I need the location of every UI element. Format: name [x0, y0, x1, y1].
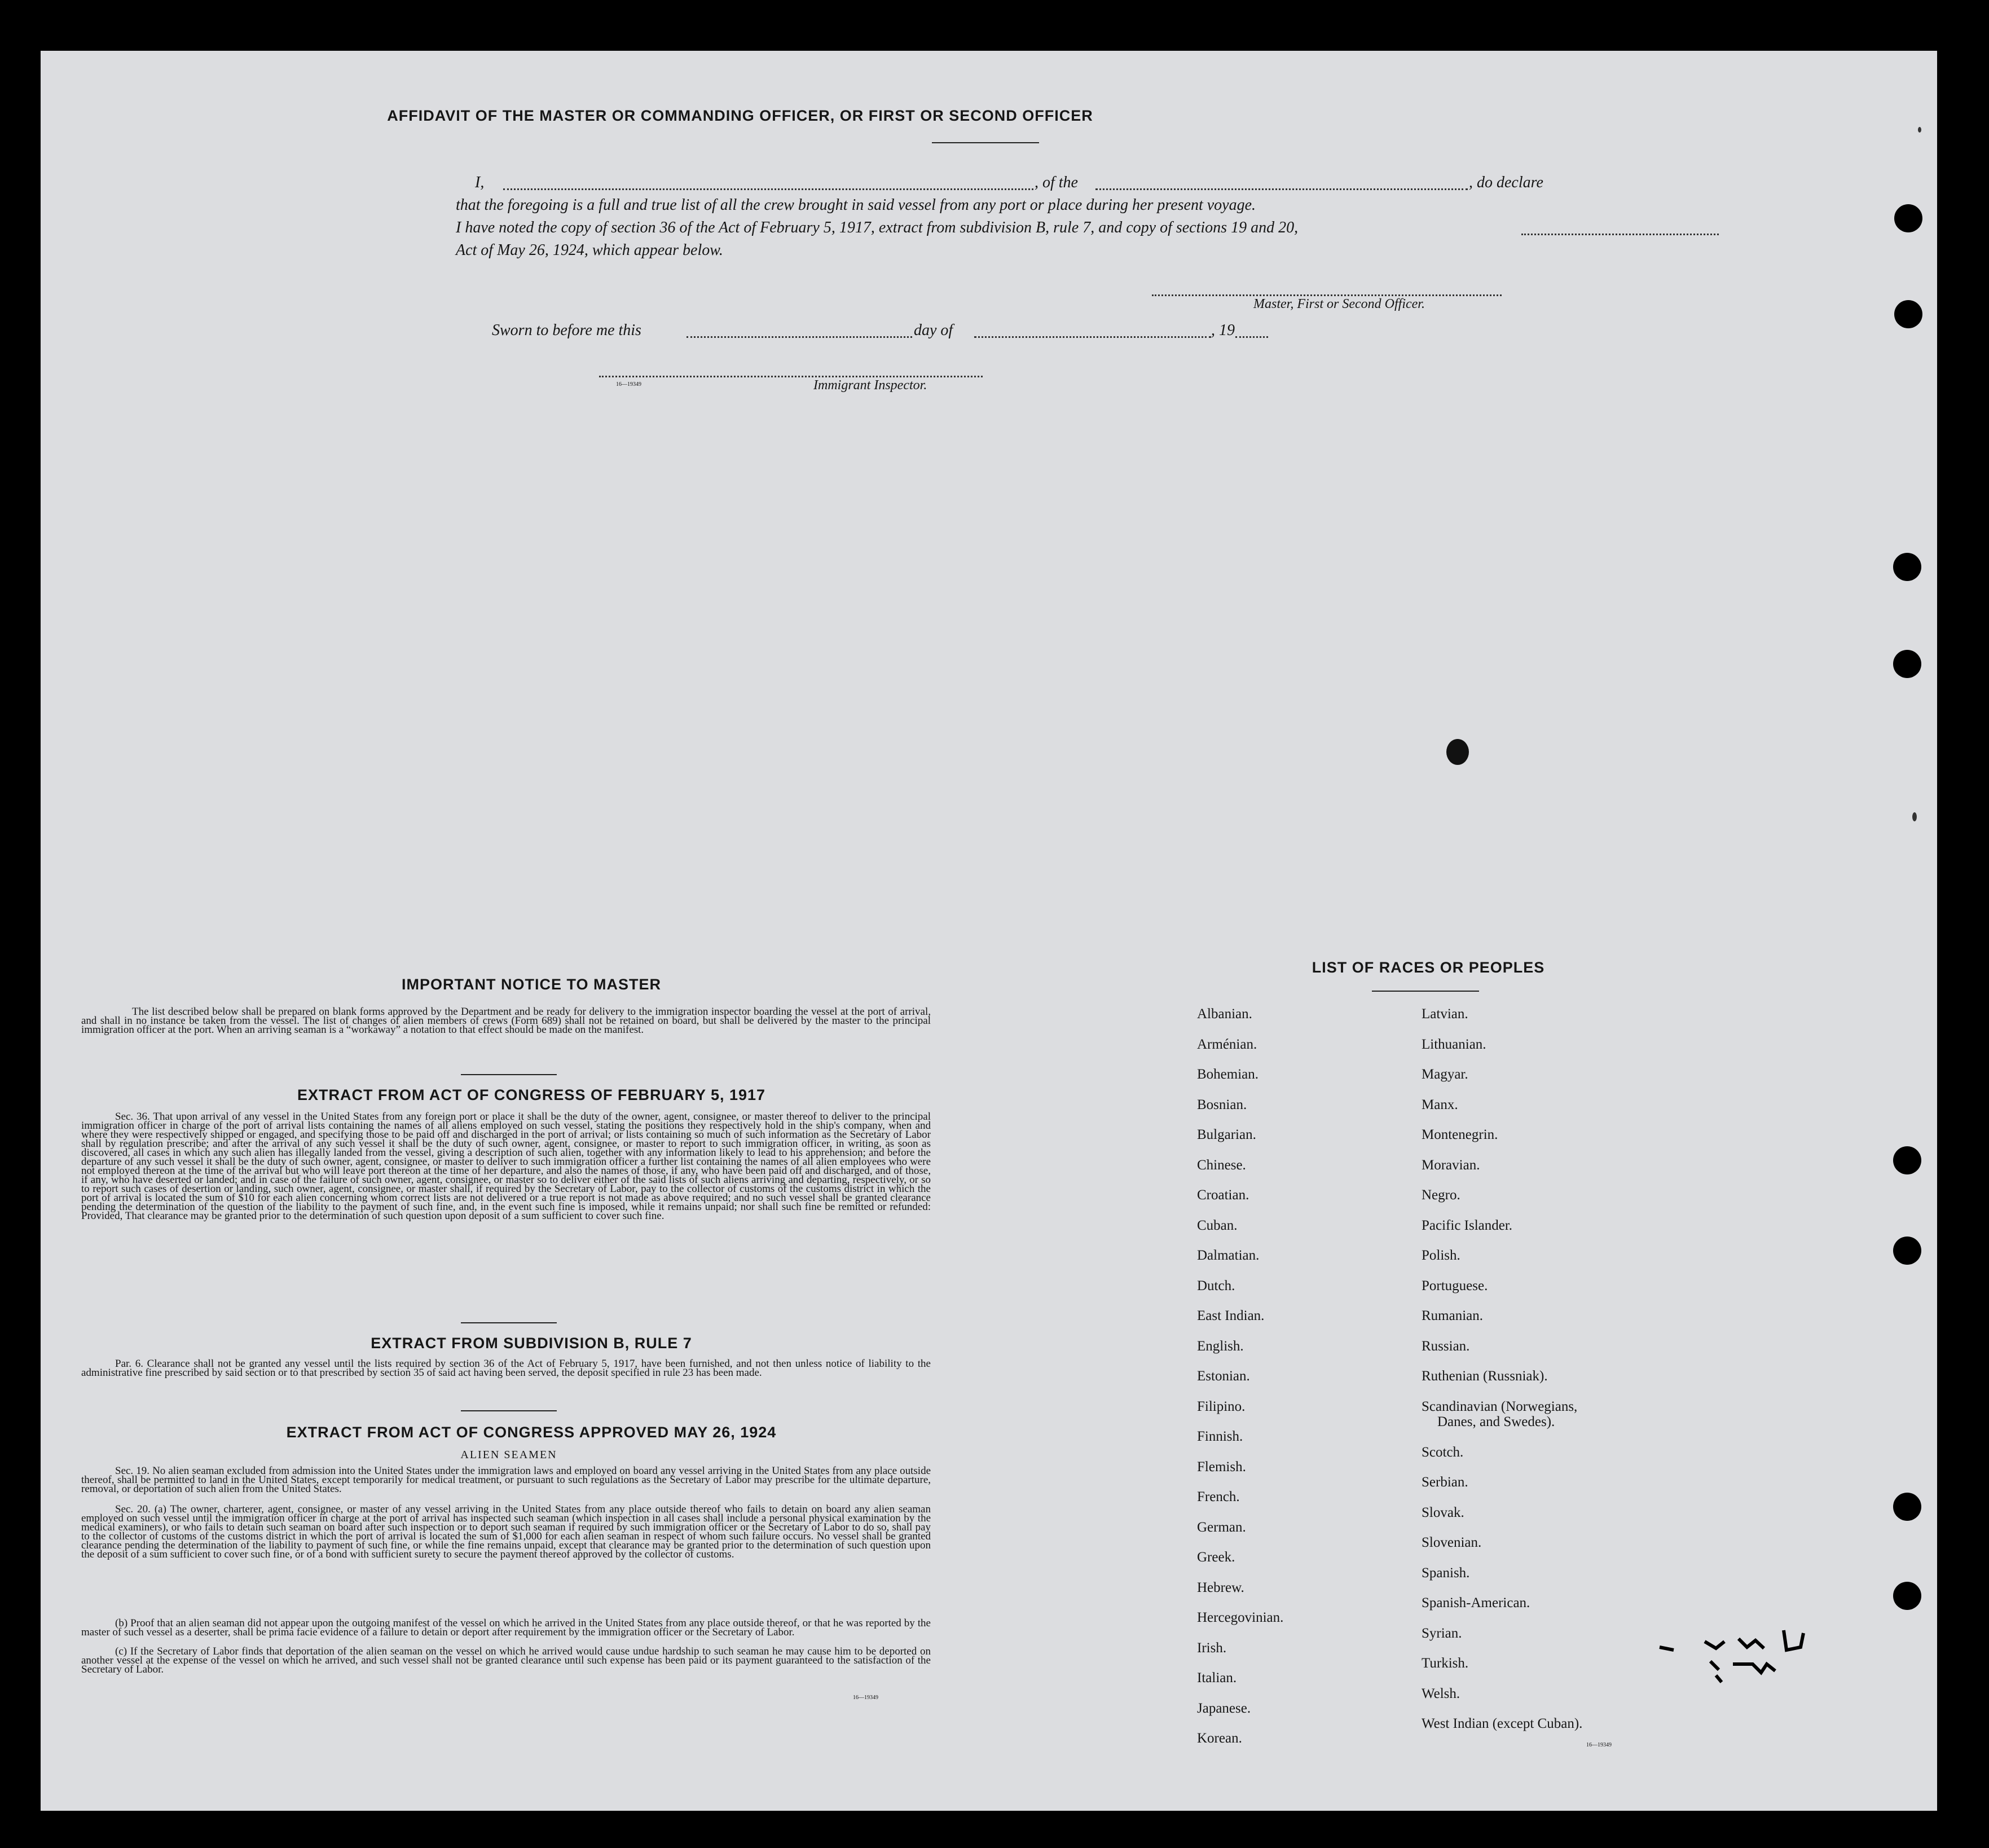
race-item: Rumanian. — [1422, 1308, 1484, 1323]
race-item: Slovenian. — [1422, 1535, 1482, 1550]
form-sheet — [41, 51, 1937, 1811]
punch-hole — [1893, 1237, 1921, 1265]
race-item: Cuban. — [1197, 1217, 1238, 1233]
race-item: Pacific Islander. — [1422, 1217, 1513, 1233]
race-item: Arménian. — [1197, 1036, 1257, 1052]
race-item: Ruthenian (Russniak). — [1422, 1369, 1548, 1384]
sec20c-body: (c) If the Secretary of Labor finds that deportation of the alien seaman on the vessel on which he arrived would cause undue hardship to such seaman he may cause him to be deported on another vessel at the expense of the vessel on which he arrived, and such vessel shall not be granted clearance until such expense has been paid or its payment guaranteed to the satisfaction of the Secretary of Labor. — [81, 1645, 931, 1675]
race-item: Manx. — [1422, 1097, 1458, 1112]
race-item: Estonian. — [1197, 1369, 1250, 1384]
race-item: Bosnian. — [1197, 1097, 1247, 1112]
race-item: Negro. — [1422, 1187, 1460, 1203]
inspector-label: Immigrant Inspector. — [813, 378, 927, 393]
race-item: Syrian. — [1422, 1625, 1462, 1641]
race-item: Chinese. — [1197, 1157, 1246, 1173]
handwritten-mark — [1648, 1608, 1829, 1687]
race-item: Polish. — [1422, 1248, 1460, 1263]
punch-hole — [1893, 1582, 1921, 1610]
race-item: Irish. — [1197, 1640, 1227, 1656]
race-item: Moravian. — [1422, 1157, 1480, 1173]
punch-hole — [1893, 650, 1921, 678]
divider — [461, 1074, 557, 1075]
race-item: Welsh. — [1422, 1686, 1460, 1701]
divider — [1372, 991, 1479, 992]
race-item: Flemish. — [1197, 1459, 1246, 1475]
divider — [461, 1410, 557, 1411]
sec20a-body: Sec. 20. (a) The owner, charterer, agent, consignee, or master of any vessel arriving in the United States from any place outside thereof who fails to detain on board any alien seaman employed on such vessel until the immigration officer in charge at the port of arrival has inspected such seaman (which inspection in all cases shall include a personal physical examination by the medical examiners), or who fails to detain such seaman on board after such inspection or to deport such seaman if required by such immigration officer or the Secretary of Labor to do so, shall pay to the collector of customs of the customs district in which the port of arrival is located the sum of $1,000 for each alien seaman in respect of whom such failure occurs. No vessel shall be granted clearance pending the determination of the liability to payment of such fine, or while the fine remains unpaid, except that clearance may be granted prior to the determination of such question upon the deposit of a sum sufficient to cover such fine, or of a bond with sufficient surety to secure the payment thereof approved by the collector of customs. — [81, 1503, 931, 1560]
affidavit-line4: Act of May 26, 1924, which appear below. — [456, 241, 723, 259]
sworn-year-blank[interactable] — [1235, 336, 1268, 338]
race-item: Scotch. — [1422, 1444, 1464, 1460]
punch-hole — [1894, 300, 1922, 328]
race-item: Albanian. — [1197, 1006, 1252, 1022]
race-item: Filipino. — [1197, 1398, 1246, 1414]
race-item: Bohemian. — [1197, 1067, 1259, 1082]
race-item: Spanish. — [1422, 1565, 1470, 1581]
sworn-month-blank[interactable] — [974, 336, 1211, 338]
sworn-year: , 19 — [1211, 322, 1235, 339]
punch-hole — [1893, 1493, 1921, 1521]
race-item: Portuguese. — [1422, 1278, 1488, 1293]
race-item: Slovak. — [1422, 1504, 1464, 1520]
race-item: Dutch. — [1197, 1278, 1235, 1293]
master-signature-line[interactable] — [1152, 294, 1502, 296]
race-item: East Indian. — [1197, 1308, 1265, 1323]
ink-speck — [1918, 127, 1921, 133]
sworn-day-of: day of — [914, 322, 953, 339]
affidavit-of-the: , of the — [1035, 174, 1078, 191]
punch-hole — [1893, 553, 1921, 581]
race-item: Scandinavian (Norwegians, — [1422, 1398, 1578, 1414]
race-item: English. — [1197, 1338, 1244, 1354]
vessel-blank[interactable] — [1095, 188, 1468, 190]
race-item: Turkish. — [1422, 1656, 1469, 1671]
affidavit-line2: that the foregoing is a full and true list of all the crew brought in said vessel from any port or place during her present voyage. — [456, 196, 1256, 214]
divider — [932, 142, 1039, 143]
race-item: Danes, and Swedes). — [1437, 1414, 1555, 1429]
affidavit-line3: I have noted the copy of section 36 of the Act of February 5, 1917, extract from subdivision B, rule 7, and copy of sections 19 and 20, — [456, 219, 1299, 236]
notice-title: IMPORTANT NOTICE TO MASTER — [402, 976, 661, 993]
affidavit-title: AFFIDAVIT OF THE MASTER OR COMMANDING OFFICER, OR FIRST OR SECOND OFFICER — [387, 107, 1093, 124]
race-item: Korean. — [1197, 1731, 1242, 1746]
race-item: Finnish. — [1197, 1429, 1243, 1444]
extract-1924-title: EXTRACT FROM ACT OF CONGRESS APPROVED MAY 26, 1924 — [286, 1424, 777, 1441]
sworn-date-blank[interactable] — [687, 336, 912, 338]
rule7-title: EXTRACT FROM SUBDIVISION B, RULE 7 — [371, 1335, 692, 1352]
sec20b-body: (b) Proof that an alien seaman did not appear upon the outgoing manifest of the vessel on which he arrived in the United States from any place outside thereof, or that he was reported by the master of such vessel as a deserter, shall be prima facie evidence of a failure to detain or deport after requirement by the immigration officer or the Secretary of Labor. — [81, 1617, 931, 1638]
extract-1917-body: Sec. 36. That upon arrival of any vessel in the United States from any foreign port or place it shall be the duty of the owner, agent, consignee, or master thereof to deliver to the principal immigration officer in charge of the port of arrival lists containing the names of all aliens employed on such vessel, stating the positions they respectively hold in the ship's company, when and where they were respectively shipped or engaged, and specifying those to be paid off and discharged in the port of arrival; or lists containing so much of such information as the Secretary of Labor shall by regulation prescribe; and after the arrival of any such vessel it shall be the duty of such owner, agent, consignee, or master to report to such immigration officer, in writing, as soon as discovered, all cases in which any such alien has illegally landed from the vessel, giving a description of such alien, together with any information likely to lead to his apprehension; and before the departure of any such vessel it shall be the duty of such owner, agent, consignee, or master to deliver to such immigration officer a further list containing the names of all alien employees who were not employed thereon at the time of the arrival but who will leave port thereon at the time of her departure, and also the names of those, if any, who have been paid off and discharged, and of those, if any, who have deserted or landed; and in case of the failure of such owner, agent, consignee, or master so to deliver either of the said lists of such aliens arriving and departing, respectively, or so to report such cases of desertion or landing, such owner, agent, consignee, or master shall, if required by the Secretary of Labor, pay to the collector of customs of the customs district in which the port of arrival is located the sum of $10 for each alien concerning whom correct lists are not delivered or a true report is not made as above required; and no such vessel shall be granted clearance pending the determination of the question of the liability to the payment of such fine, and, in the event such fine is imposed, while it remains unpaid; nor shall such fine be remitted or refunded: Provided, That clearance may be granted prior to the determination of such question upon deposit of a sum sufficient to cover such fine. — [81, 1111, 931, 1222]
race-item: French. — [1197, 1489, 1240, 1504]
notice-body: The list described below shall be prepared on blank forms approved by the Department and be ready for delivery to the immigration inspector boarding the vessel at the port of arrival, and shall in no instance be taken from the vessel. The list of changes of alien members of crews (Form 689) shall not be retained on board, but shall be delivered by the master to the principal immigration officer at the port. When an arriving seaman is a “workaway” a notation to that effect should be made on the manifest. — [81, 1006, 931, 1036]
name-blank[interactable] — [503, 188, 1033, 190]
sec19-body: Sec. 19. No alien seaman excluded from admission into the United States under the immigration laws and employed on board any vessel arriving in the United States from any place outside thereof, shall be permitted to land in the United States, except temporarily for medical treatment, or pursuant to such regulations as the Secretary of Labor may prescribe for the ultimate departure, removal, or deportation of such alien from the United States. — [81, 1465, 931, 1495]
race-item: German. — [1197, 1519, 1246, 1535]
race-item: Italian. — [1197, 1670, 1237, 1686]
race-item: Montenegrin. — [1422, 1127, 1498, 1142]
master-label: Master, First or Second Officer. — [1253, 297, 1425, 311]
inspector-signature-line[interactable] — [599, 376, 983, 377]
race-item: Serbian. — [1422, 1475, 1468, 1490]
race-item: Magyar. — [1422, 1067, 1468, 1082]
extract-1924-subtitle: ALIEN SEAMEN — [460, 1449, 557, 1461]
race-item: Hercegovinian. — [1197, 1610, 1284, 1625]
affidavit-form-number: 16—19349 — [616, 381, 641, 388]
sworn-prefix: Sworn to before me this — [492, 322, 641, 339]
race-item: Hebrew. — [1197, 1579, 1244, 1595]
ink-speck — [1912, 812, 1917, 821]
race-item: Croatian. — [1197, 1187, 1249, 1203]
punch-hole — [1894, 204, 1922, 232]
ink-speck — [1446, 739, 1469, 765]
races-title: LIST OF RACES OR PEOPLES — [1312, 959, 1545, 976]
race-item: Russian. — [1422, 1338, 1470, 1354]
race-item: Greek. — [1197, 1550, 1235, 1565]
race-item: Bulgarian. — [1197, 1127, 1256, 1142]
divider — [461, 1322, 557, 1323]
race-item: Lithuanian. — [1422, 1036, 1486, 1052]
extract-form-number: 16—19349 — [853, 1695, 878, 1701]
race-item: Spanish-American. — [1422, 1595, 1530, 1611]
race-item: Dalmatian. — [1197, 1248, 1260, 1263]
punch-hole — [1893, 1146, 1921, 1174]
race-item: West Indian (except Cuban). — [1422, 1716, 1583, 1731]
race-item: Latvian. — [1422, 1006, 1468, 1022]
extract-1917-title: EXTRACT FROM ACT OF CONGRESS OF FEBRUARY 5, 1917 — [297, 1086, 766, 1103]
extra-blank[interactable] — [1521, 234, 1719, 235]
race-item: Japanese. — [1197, 1700, 1251, 1716]
races-form-number: 16—19349 — [1586, 1742, 1612, 1748]
rule7-body: Par. 6. Clearance shall not be granted any vessel until the lists required by section 36 of the Act of February 5, 1917, have been furnished, and not then unless notice of liability to the administrative fine prescribed by said section or to that prescribed by section 35 of said act having been served, the deposit specified in rule 23 has been made. — [81, 1358, 931, 1379]
affidavit-i: I, — [475, 174, 485, 191]
affidavit-declare: , do declare — [1469, 174, 1543, 191]
